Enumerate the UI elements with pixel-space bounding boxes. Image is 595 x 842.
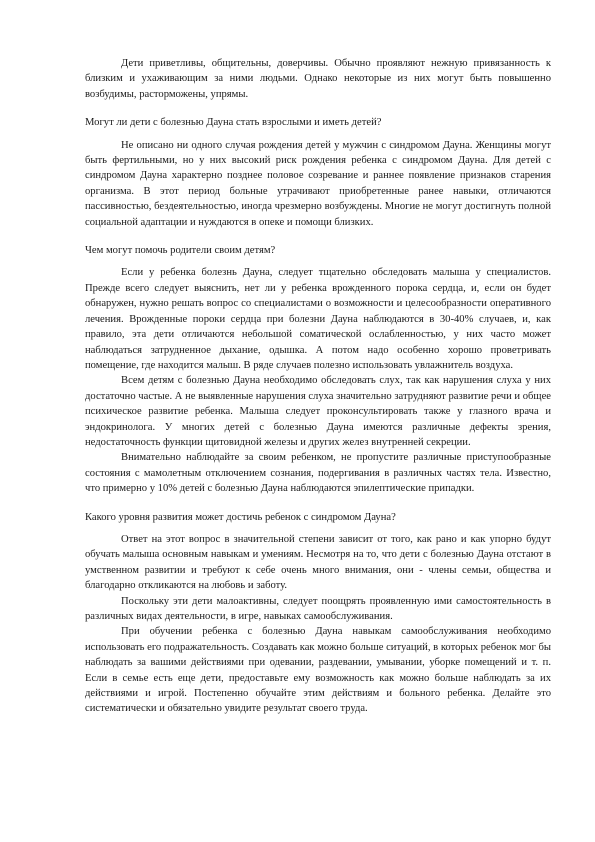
- heading-adulthood-question: Могут ли дети с болезнью Дауна стать взрослыми и иметь детей?: [85, 117, 382, 129]
- heading-development-question: Какого уровня развития может достичь ребенок с синдромом Дауна?: [85, 511, 396, 523]
- paragraph-medical-exam: Если у ребенка болезнь Дауна, следует тщательно обследовать малыша у специалистов. Прежде всего следует выяснить, нет ли у ребенка врожденного порока сердца, и, если он будет обнаружен, нужно решать вопрос со специалистами о возможности и целесообразности оперативного лечения. Врожденные пороки сердца при болезни Дауна наблюдаются в 30-40% случаев, и, как правило, эта дети отличаются небольшой соматической ослабленностью, у них часто может наблюдаться затрудненное дыхание, одышка. А потом надо особенно хорошо проветривать помещение, где находится малыш. В ряде случаев полезно использовать увлажнитель воздуха.: [85, 267, 551, 371]
- paragraph-self-care: При обучении ребенка с болезнью Дауна навыкам самообслуживания необходимо использовать его подражательность. Создавать как можно больше ситуаций, в которых ребенок мог бы наблюдать за вашими действиями при одевании, раздевании, умывании, уборке помещений и т. п. Если в семье есть еще дети, предоставьте ему возможность как можно больше наблюдать за их действиями и игрой. Постепенно обучайте этим действиям и больного ребенка. Делайте это систематически и обязательно увидите результат своего труда.: [85, 626, 551, 715]
- paragraph-independence: Поскольку эти дети малоактивны, следует поощрять проявленную ими самостоятельность в различных видах деятельности, в игре, навыках самообслуживания.: [85, 595, 551, 622]
- paragraph-child-behavior: Дети приветливы, общительны, доверчивы. Обычно проявляют нежную привязанность к близким и ухаживающим за ними людьми. Однако некоторые из них могут быть повышенно возбудимы, расторможены, упрямы.: [85, 58, 551, 100]
- paragraph-training-answer: Ответ на этот вопрос в значительной степени зависит от того, как рано и как упорно будут обучать малыша основным навыкам и умениям. Несмотря на то, что дети с болезнью Дауна отстают в умственном развитии и требуют к себе очень много внимания, они - члены семьи, общества и благодарно откликаются на любовь и заботу.: [85, 533, 551, 592]
- paragraph-seizures: Внимательно наблюдайте за своим ребенком, не пропустите различные приступообразные состояния с мамолетным отключением сознания, подергивания в различных частях тела. Известно, что примерно у 10% детей с болезнью Дауна наблюдаются эпилептические припадки.: [85, 452, 551, 495]
- paragraph-fertility: Не описано ни одного случая рождения детей у мужчин с синдромом Дауна. Женщины могут быть фертильными, но у них высокий риск рождения ребенка с синдромом Дауна. Для детей с синдромом Дауна характерно позднее половое созревание и раннее появление признаков старения организма. В этот период больные утрачивают приобретенные ранее навыки, отличаются пассивностью, бездеятельностью, иногда чрезмерно возбуждены. Многие не могут достигнуть полной социальной адаптации и нуждаются в опеке и помощи близких.: [85, 139, 551, 228]
- document-body: [85, 56, 551, 717]
- heading-parents-help-question: Чем могут помочь родители своим детям?: [85, 245, 276, 257]
- paragraph-hearing-vision: Всем детям с болезнью Дауна необходимо обследовать слух, так как нарушения слуха у них достаточно частые. А не выявленные нарушения слуха значительно затрудняют развитие речи и общее психическое развитие ребенка. Малыша следует проконсультировать также у глазного врача и эндокринолога. У многих детей с болезнью Дауна имеются различные дефекты зрения, недостаточность функции щитовидной железы и других желез внутренней секреции.: [85, 375, 551, 448]
